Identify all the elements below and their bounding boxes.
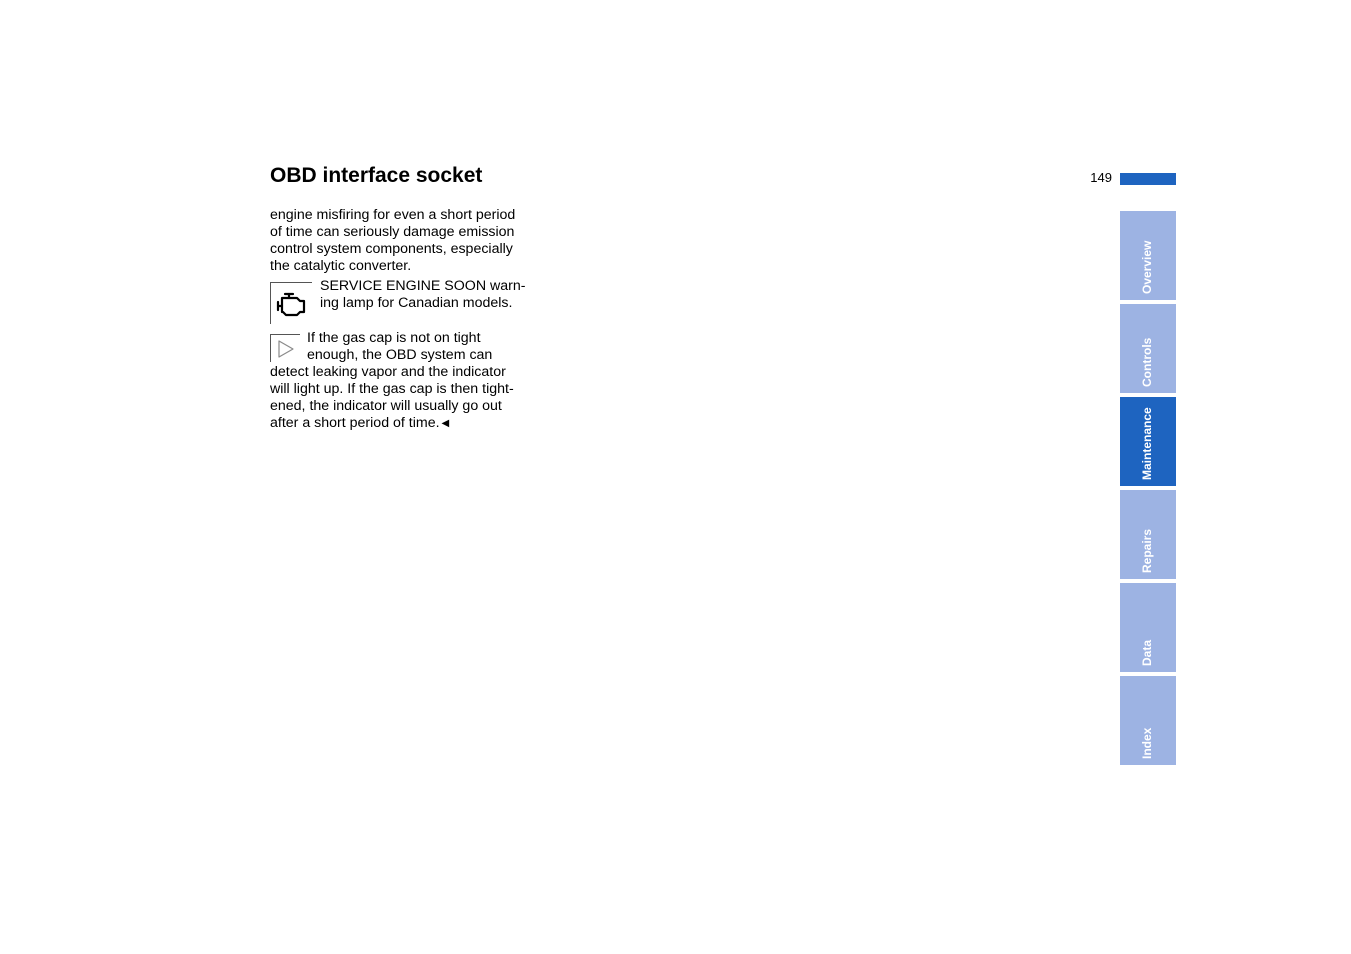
paragraph-line: of time can seriously damage emission [270,224,515,240]
engine-warning-lamp-icon [276,290,308,318]
gas-cap-note-line-text: after a short period of time. [270,415,440,431]
tab-label: Data [1140,639,1154,666]
tab-overview[interactable] [1120,211,1176,300]
tab-label: Repairs [1140,528,1154,573]
lamp-note-line: ing lamp for Canadian models. [320,295,513,311]
paragraph-line: engine misfiring for even a short period [270,207,516,223]
gas-cap-note-line: enough, the OBD system can [307,347,493,363]
gas-cap-note-line: will light up. If the gas cap is then tight- [270,381,514,397]
paragraph-line: control system components, especially [270,241,513,257]
gas-cap-note-line-last [270,415,545,432]
gas-cap-note-line: ened, the indicator will usually go out [270,398,502,414]
side-tabs [1120,211,1176,769]
lamp-note-line: SERVICE ENGINE SOON warn- [320,278,526,294]
tab-label: Index [1140,727,1154,759]
end-mark-icon: ◀ [441,418,450,429]
page-number: 149 [1090,170,1112,185]
tab-controls[interactable] [1120,304,1176,393]
gas-cap-note-line: detect leaking vapor and the indicator [270,364,506,380]
tab-data[interactable] [1120,583,1176,672]
page-title: OBD interface socket [270,164,483,187]
paragraph-misfiring [270,207,545,275]
tab-label: Controls [1140,337,1154,387]
page-number-bar [1120,173,1176,185]
tab-label: Overview [1140,240,1154,294]
tab-label: Maintenance [1140,407,1154,480]
gas-cap-note [270,330,545,432]
tab-repairs[interactable] [1120,490,1176,579]
tab-index[interactable] [1120,676,1176,765]
engine-warning-lamp-icon-box [270,282,312,324]
tab-maintenance[interactable] [1120,397,1176,486]
gas-cap-note-line: If the gas cap is not on tight [307,330,481,346]
paragraph-line: the catalytic converter. [270,258,412,274]
lamp-note [320,278,545,312]
